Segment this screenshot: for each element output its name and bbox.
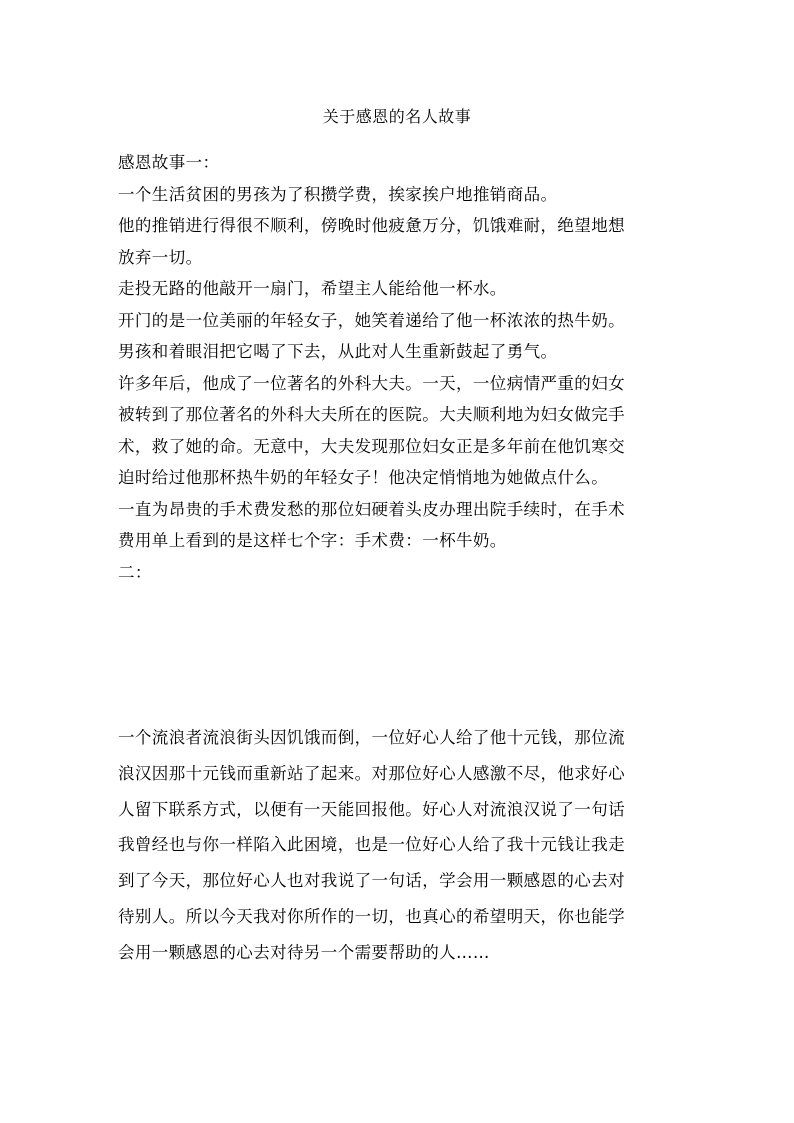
- paragraph-line: 一直为昂贵的手术费发愁的那位妇硬着头皮办理出院手续时，在手术: [118, 499, 625, 519]
- paragraph-line: 浪汉因那十元钱而重新站了起来。对那位好心人感激不尽，他求好心: [118, 763, 625, 783]
- paragraph-line: 待别人。所以今天我对你所作的一切，也真心的希望明天，你也能学: [118, 906, 625, 926]
- paragraph-line: 会用一颗感恩的心去对待另一个需要帮助的人……: [118, 942, 490, 962]
- paragraph-line: 一个流浪者流浪街头因饥饿而倒，一位好心人给了他十元钱，那位流: [118, 728, 625, 747]
- paragraph-line: 费用单上看到的是这样七个字：手术费：一杯牛奶。: [118, 531, 507, 550]
- paragraph-line: 到了今天，那位好心人也对我说了一句话，学会用一颗感恩的心去对: [118, 871, 625, 891]
- paragraph-line: 被转到了那位著名的外科大夫所在的医院。大夫顺利地为妇女做完手: [118, 405, 625, 424]
- paragraph-line: 放弃一切。: [118, 247, 203, 267]
- paragraph-line: 感恩故事一：: [118, 153, 220, 172]
- paragraph-line: 迫时给过他那杯热牛奶的年轻女子！他决定悄悄地为她做点什么。: [118, 468, 609, 487]
- story-one-body: [118, 147, 680, 588]
- paragraph-line: 我曾经也与你一样陷入此困境，也是一位好心人给了我十元钱让我走: [118, 835, 625, 855]
- paragraph-line: 许多年后，他成了一位著名的外科大夫。一天，一位病情严重的妇女: [118, 373, 625, 393]
- paragraph-line: 男孩和着眼泪把它喝了下去，从此对人生重新鼓起了勇气。: [118, 342, 558, 361]
- paragraph-line: 走投无路的他敲开一扇门，希望主人能给他一杯水。: [118, 279, 507, 298]
- story-two-body: [118, 720, 680, 971]
- paragraph-line: 他的推销进行得很不顺利，傍晚时他疲惫万分，饥饿难耐，绝望地想: [118, 216, 625, 235]
- paragraph-line: 人留下联系方式，以便有一天能回报他。好心人对流浪汉说了一句话: [118, 799, 625, 819]
- page-title: 关于感恩的名人故事: [322, 107, 472, 126]
- paragraph-line: 术，救了她的命。无意中，大夫发现那位妇女正是多年前在他饥寒交: [118, 436, 625, 456]
- section-heading: 二：: [118, 562, 152, 582]
- paragraph-line: 开门的是一位美丽的年轻女子，她笑着递给了他一杯浓浓的热牛奶。: [118, 310, 625, 330]
- paragraph-line: 一个生活贫困的男孩为了积攒学费，挨家挨户地推销商品。: [118, 184, 558, 204]
